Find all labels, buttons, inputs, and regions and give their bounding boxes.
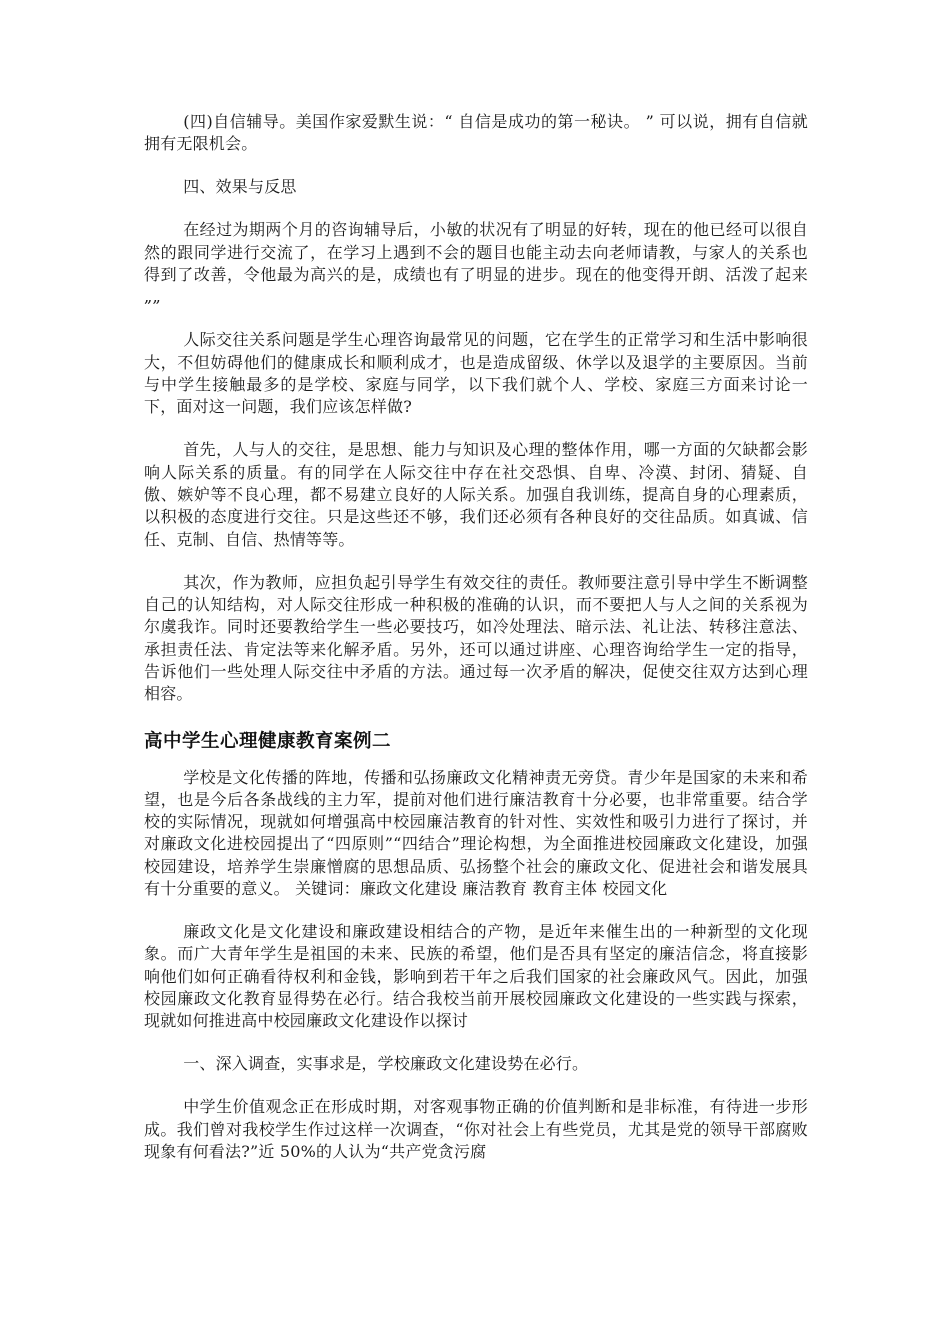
paragraph-counseling-result: 在经过为期两个月的咨询辅导后，小敏的状况有了明显的好转，现在的他已经可以很自然的跟同学进行交流了，在学习上遇到不会的题目也能主动去向老师请教，与家人的关系也得到了改善，令他最为高兴的是，成绩也有了明显的进步。现在的他变得开朗、活泼了起来 „„ [144,220,808,307]
paragraph-second-point: 其次，作为教师，应担负起引导学生有效交往的责任。教师要注意引导中学生不断调整自己的认知结构，对人际交往形成一种积极的准确的认识，而不要把人与人之间的关系视为尔虞我诈。同时还要教给学生一些必要技巧，如冷处理法、暗示法、礼让法、转移注意法、承担责任法、肯定法等来化解矛盾。另外，还可以通过讲座、心理咨询给学生一定的指导，告诉他们一些处理人际交往中矛盾的方法。通过每一次矛盾的解决，促使交往双方达到心理相容。 [144,572,808,704]
section-title: 高中学生心理健康教育案例二 [144,730,392,752]
paragraph-confidence-guidance: (四)自信辅导。美国作家爱默生说：“ 自信是成功的第一秘诀。 ” 可以说，拥有自信就拥有无限机会。 [144,112,808,154]
paragraph-integrity-culture: 廉政文化是文化建设和廉政建设相结合的产物，是近年来催生出的一种新型的文化现象。而广大青年学生是祖国的未来、民族的希望，他们是否具有坚定的廉洁信念，将直接影响他们如何正确看待权利和金钱，影响到若干年之后我们国家的社会廉政风气。因此，加强校园廉政文化教育显得势在必行。结合我校当前开展校园廉政文化建设的一些实践与探索，现就如何推进高中校园廉政文化建设作以探讨 [144,922,808,1031]
paragraph-abstract: 学校是文化传播的阵地，传播和弘扬廉政文化精神责无旁贷。青少年是国家的未来和希望，也是今后各条战线的主力军，提前对他们进行廉洁教育十分必要，也非常重要。结合学校的实际情况，现就如何增强高中校园廉洁教育的针对性、实效性和吸引力进行了探讨，并对廉政文化进校园提出了“四原则”“四结合”理论构想，为全面推进校园廉政文化建设，加强校园建设，培养学生崇廉憎腐的思想品质、弘扬整个社会的廉政文化、促进社会和谐发展具有十分重要的意义。 关键词：廉政文化建设 廉洁教育 教育主体 校园文化 [144,767,808,898]
paragraph-survey: 中学生价值观念正在形成时期，对客观事物正确的价值判断和是非标准，有待进一步形成。我们曾对我校学生作过这样一次调查，“你对社会上有些党员，尤其是党的领导干部腐败现象有何看法?”近 50%的人认为“共产党贪污腐 [144,1097,808,1162]
paragraph-interpersonal-problem: 人际交往关系问题是学生心理咨询最常见的问题，它在学生的正常学习和生活中影响很大，不但妨碍他们的健康成长和顺利成才，也是造成留级、休学以及退学的主要原因。当前与中学生接触最多的是学校、家庭与同学，以下我们就个人、学校、家庭三方面来讨论一下，面对这一问题，我们应该怎样做? [144,330,808,417]
paragraph-section-investigation: 一、深入调查，实事求是，学校廉政文化建设势在必行。 [183,1054,589,1074]
paragraph-section-effect-reflection: 四、效果与反思 [183,177,297,197]
document-page [144,111,808,1163]
paragraph-first-point: 首先，人与人的交往，是思想、能力与知识及心理的整体作用，哪一方面的欠缺都会影响人际关系的质量。有的同学在人际交往中存在社交恐惧、自卑、冷漠、封闭、猜疑、自傲、嫉妒等不良心理，都不易建立良好的人际关系。加强自我训练，提高自身的心理素质，以积极的态度进行交往。只是这些还不够，我们还必须有各种良好的交往品质。如真诚、信任、克制、自信、热情等等。 [144,440,808,549]
